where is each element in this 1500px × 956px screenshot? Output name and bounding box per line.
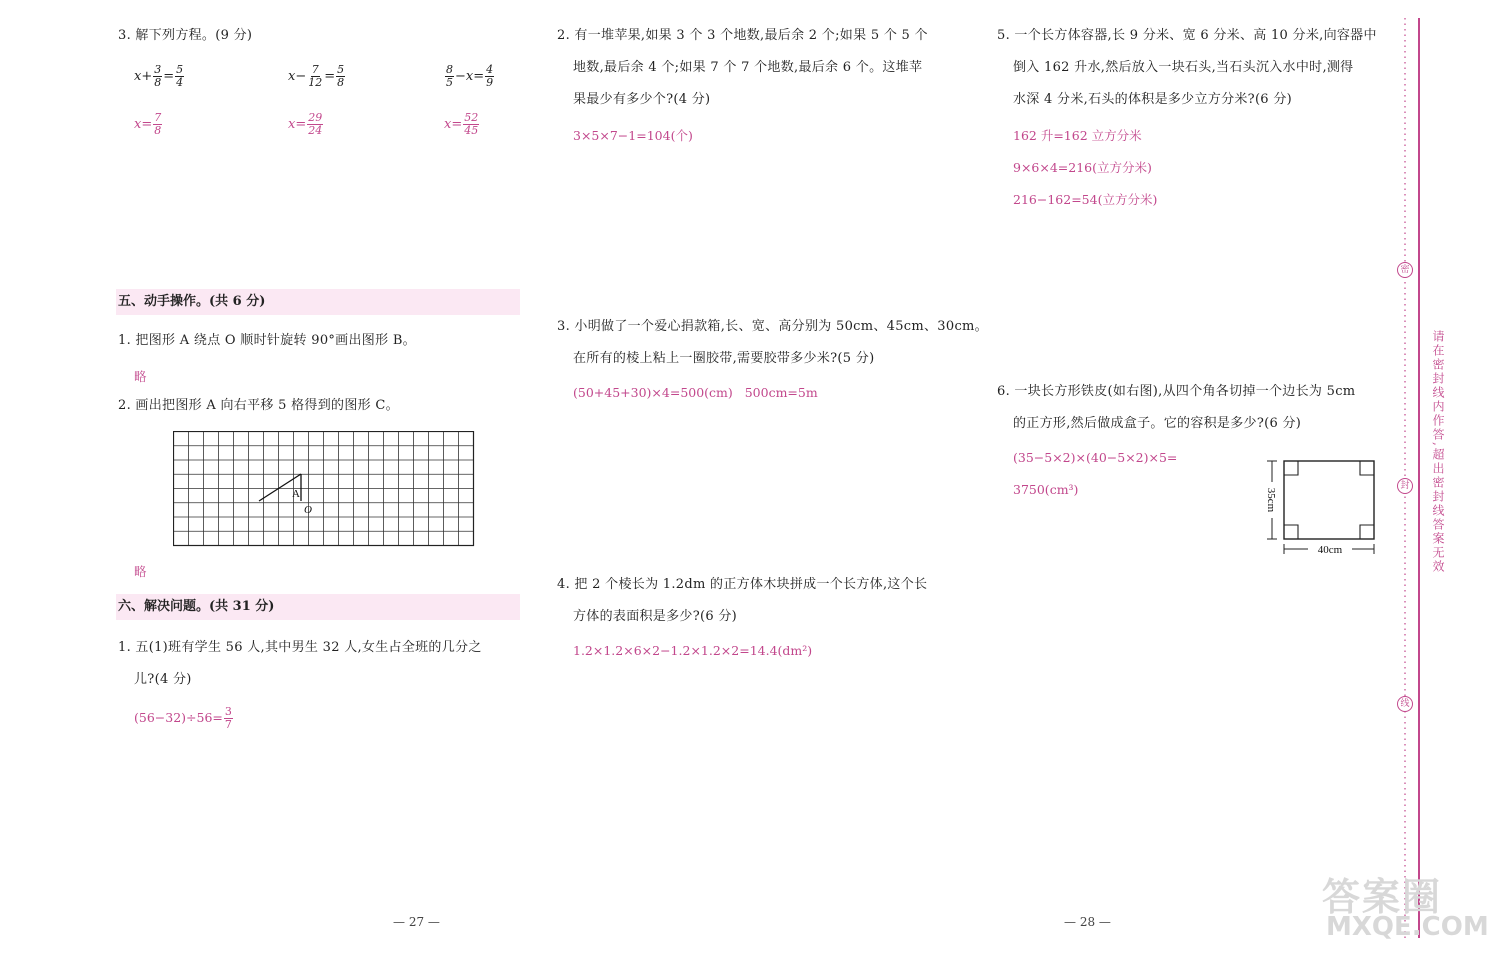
mid-q3-line1: 3. 小明做了一个爱心捐款箱,长、宽、高分别为 50cm、45cm、30cm。 — [557, 319, 988, 334]
seal-mark-2: 封 — [1397, 478, 1413, 494]
height-label: 35cm — [1265, 487, 1277, 513]
section-6-header: 六、解决问题。(共 31 分) — [116, 594, 520, 620]
mid-q2-line1: 2. 有一堆苹果,如果 3 个 3 个地数,最后余 2 个;如果 5 个 5 个 — [557, 28, 928, 43]
width-label: 40cm — [1317, 544, 1343, 556]
mid-q2-line3: 果最少有多少个?(4 分) — [573, 92, 711, 107]
right-q5-line2: 倒入 162 升水,然后放入一块石头,当石头沉入水中时,测得 — [1013, 60, 1354, 75]
watermark-logo: 答案圈 — [1322, 875, 1443, 919]
mid-q2-line2: 地数,最后余 4 个;如果 7 个 7 个地数,最后余 6 个。这堆苹 — [573, 60, 923, 75]
seal-mark-3: 线 — [1397, 696, 1413, 712]
q3-title: 3. 解下列方程。(9 分) — [118, 28, 253, 43]
right-q5-answer-2: 9×6×4=216(立方分米) — [1013, 160, 1152, 175]
right-q5-answer-3: 216−162=54(立方分米) — [1013, 192, 1158, 207]
margin-solid-line — [1418, 18, 1420, 938]
equation-2: x− $\frac{7}{12}$ = $\frac{5}{8}$ — [288, 63, 345, 89]
answer-2: x= $\frac{29}{24}$ — [288, 111, 323, 137]
sec5-q2-answer: 略 — [134, 564, 147, 579]
sec6-q1-line2: 儿?(4 分) — [134, 672, 192, 687]
right-q5-line3: 水深 4 分米,石头的体积是多少立方分米?(6 分) — [1013, 92, 1292, 107]
watermark-url: MXQE.COM — [1326, 912, 1489, 942]
right-q5-line1: 5. 一个长方体容器,长 9 分米、宽 6 分米、高 10 分米,向容器中 — [997, 28, 1377, 43]
right-q6-line2: 的正方形,然后做成盒子。它的容积是多少?(6 分) — [1013, 416, 1302, 431]
seal-mark-1: 密 — [1397, 262, 1413, 278]
mid-q4-answer: 1.2×1.2×6×2−1.2×1.2×2=14.4(dm²) — [573, 643, 813, 658]
equation-3: $\frac{8}{5}$ −x= $\frac{4}{9}$ — [446, 63, 494, 89]
answer-1: x= $\frac{7}{8}$ — [134, 111, 162, 137]
sec6-q1-line1: 1. 五(1)班有学生 56 人,其中男生 32 人,女生占全班的几分之 — [118, 640, 482, 655]
sec5-q1-answer: 略 — [134, 369, 147, 384]
grid-figure — [173, 431, 475, 547]
seal-notice: 请在密封线内作答,超出密封线答案无效 — [1431, 330, 1445, 574]
sec5-q2: 2. 画出把图形 A 向右平移 5 格得到的图形 C。 — [118, 398, 399, 413]
answer-3: x= $\frac{52}{45}$ — [444, 111, 479, 137]
page-number-28: — 28 — — [1064, 915, 1111, 929]
right-q6-line1: 6. 一块长方形铁皮(如右图),从四个角各切掉一个边长为 5cm — [997, 384, 1356, 399]
figure-a-label: A — [292, 488, 300, 500]
mid-q4-line1: 4. 把 2 个棱长为 1.2dm 的正方体木块拼成一个长方体,这个长 — [557, 577, 928, 592]
right-q6-answer-2: 3750(cm³) — [1013, 482, 1079, 497]
point-o-label: O — [304, 504, 312, 516]
mid-q2-answer: 3×5×7−1=104(个) — [573, 128, 693, 143]
sheet-diagram — [1258, 456, 1382, 560]
sec5-q1: 1. 把图形 A 绕点 O 顺时针旋转 90°画出图形 B。 — [118, 333, 416, 348]
right-q5-answer-1: 162 升=162 立方分米 — [1013, 128, 1142, 143]
right-q6-answer-1: (35−5×2)×(40−5×2)×5= — [1013, 450, 1178, 465]
section-5-header: 五、动手操作。(共 6 分) — [116, 289, 520, 315]
mid-q3-line2: 在所有的棱上粘上一圈胶带,需要胶带多少米?(5 分) — [573, 351, 875, 366]
page-number-27: — 27 — — [393, 915, 440, 929]
mid-q3-answer: (50+45+30)×4=500(cm) 500cm=5m — [573, 385, 818, 400]
equation-1: x+ $\frac{3}{8}$ = $\frac{5}{4}$ — [134, 63, 184, 89]
sec6-q1-answer: (56−32)÷56= $\frac{3}{7}$ — [134, 705, 232, 731]
mid-q4-line2: 方体的表面积是多少?(6 分) — [573, 609, 738, 624]
